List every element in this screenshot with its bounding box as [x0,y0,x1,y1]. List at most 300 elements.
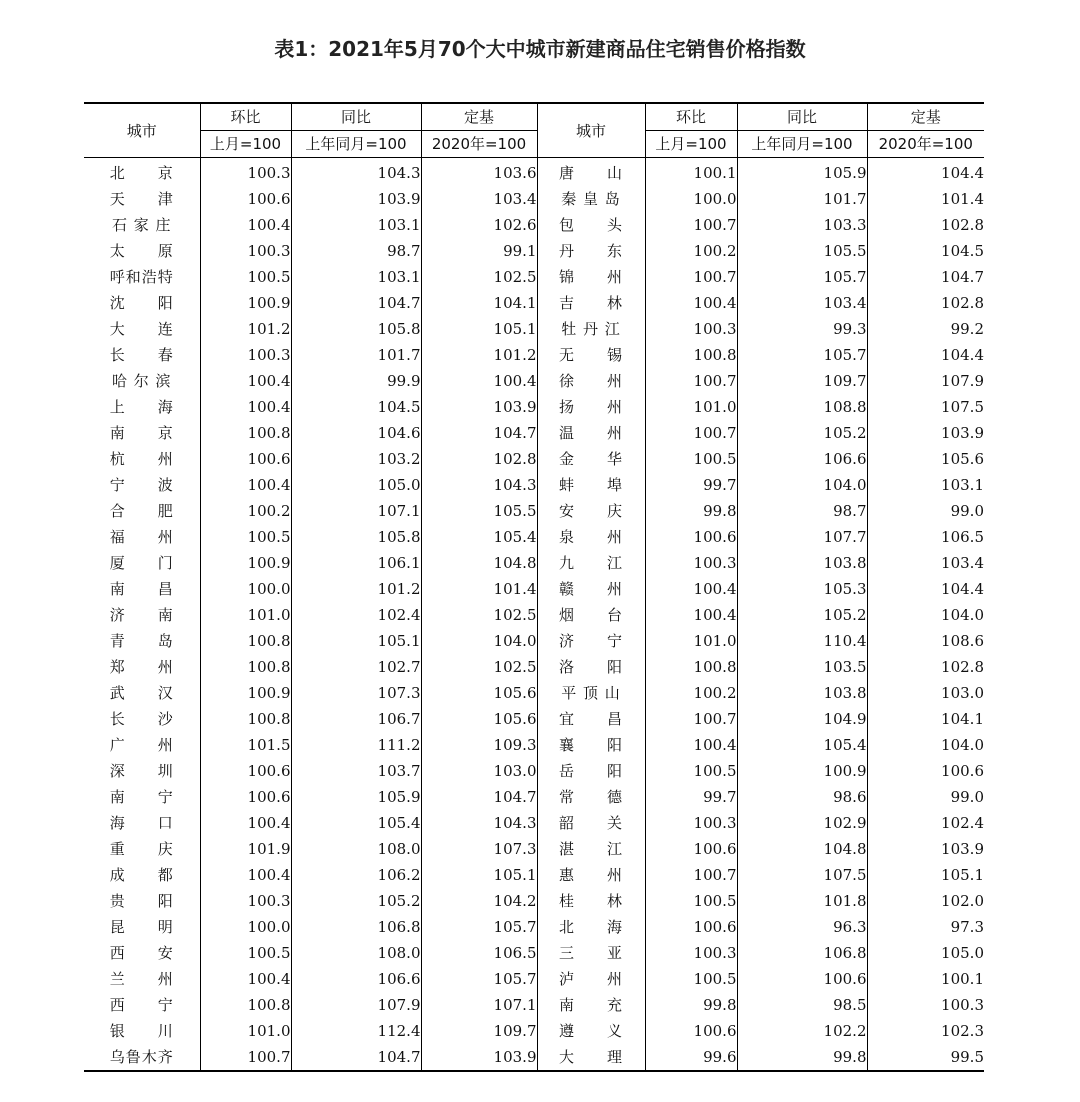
mom-right: 101.0 [645,628,737,654]
fixed-left: 107.1 [421,992,537,1018]
fixed-left: 105.6 [421,680,537,706]
yoy-right: 105.2 [737,602,867,628]
mom-right: 100.5 [645,966,737,992]
city-right: 南 充 [537,992,645,1018]
table-row [84,758,984,784]
table-row [84,446,984,472]
table-row [84,368,984,394]
mom-left: 100.4 [200,862,291,888]
fixed-left: 104.1 [421,290,537,316]
city-left: 青 岛 [109,632,174,650]
mom-left: 100.4 [200,212,291,238]
yoy-left: 106.8 [291,914,421,940]
fixed-left: 102.8 [421,446,537,472]
yoy-right: 100.6 [737,966,867,992]
fixed-left: 105.6 [421,706,537,732]
yoy-right: 108.8 [737,394,867,420]
city-left: 西 安 [109,944,174,962]
yoy-right: 99.3 [737,316,867,342]
table-row [84,550,984,576]
yoy-right: 106.8 [737,940,867,966]
fixed-right: 105.0 [867,940,984,966]
yoy-right: 110.4 [737,628,867,654]
fixed-right: 99.2 [867,316,984,342]
city-right: 金 华 [537,446,645,472]
city-right: 安 庆 [537,498,645,524]
header-yoy-right: 同比 [737,103,867,131]
mom-left: 100.5 [200,524,291,550]
city-right: 岳 阳 [537,758,645,784]
header-mom-base-right: 上月=100 [645,131,737,158]
city-left: 长 沙 [109,710,174,728]
table-row [84,238,984,264]
city-right: 洛 阳 [537,654,645,680]
yoy-right: 104.8 [737,836,867,862]
yoy-left: 98.7 [291,238,421,264]
header-city-right: 城市 [537,103,645,158]
yoy-right: 104.9 [737,706,867,732]
fixed-left: 104.3 [421,810,537,836]
city-left: 天 津 [109,190,174,208]
header-fixed-left: 定基 [421,103,537,131]
mom-left: 100.2 [200,498,291,524]
fixed-right: 104.0 [867,602,984,628]
fixed-right: 102.8 [867,290,984,316]
yoy-left: 103.2 [291,446,421,472]
yoy-left: 112.4 [291,1018,421,1044]
city-left: 广 州 [109,736,174,754]
yoy-right: 105.5 [737,238,867,264]
city-right: 蚌 埠 [537,472,645,498]
mom-left: 100.8 [200,628,291,654]
city-right: 扬 州 [537,394,645,420]
table-row [84,628,984,654]
fixed-left: 105.7 [421,966,537,992]
fixed-right: 104.7 [867,264,984,290]
mom-right: 100.5 [645,888,737,914]
city-left: 上 海 [109,398,174,416]
fixed-right: 100.6 [867,758,984,784]
table-row [84,654,984,680]
yoy-left: 107.1 [291,498,421,524]
yoy-right: 105.7 [737,342,867,368]
fixed-right: 105.6 [867,446,984,472]
mom-left: 101.2 [200,316,291,342]
fixed-left: 106.5 [421,940,537,966]
city-left: 太 原 [109,242,174,260]
mom-left: 100.6 [200,446,291,472]
mom-left: 100.4 [200,810,291,836]
table-row [84,472,984,498]
mom-left: 101.0 [200,602,291,628]
city-right: 徐 州 [537,368,645,394]
city-left: 厦 门 [109,554,174,572]
yoy-right: 101.8 [737,888,867,914]
table-row [84,342,984,368]
fixed-left: 104.3 [421,472,537,498]
city-left: 济 南 [109,606,174,624]
fixed-left: 102.5 [421,264,537,290]
table-row [84,576,984,602]
header-mom-left: 环比 [200,103,291,131]
fixed-left: 103.4 [421,186,537,212]
mom-left: 100.3 [200,342,291,368]
city-right: 吉 林 [537,290,645,316]
mom-left: 100.4 [200,472,291,498]
fixed-left: 102.5 [421,602,537,628]
table-row [84,940,984,966]
fixed-right: 103.4 [867,550,984,576]
fixed-left: 104.0 [421,628,537,654]
fixed-right: 104.5 [867,238,984,264]
city-left: 贵 阳 [109,892,174,910]
mom-left: 100.6 [200,784,291,810]
fixed-left: 103.0 [421,758,537,784]
city-left: 大 连 [109,320,174,338]
city-right: 三 亚 [537,940,645,966]
city-right: 泸 州 [537,966,645,992]
fixed-right: 104.1 [867,706,984,732]
table-row [84,914,984,940]
table-row [84,966,984,992]
yoy-left: 106.2 [291,862,421,888]
mom-right: 100.3 [645,550,737,576]
mom-right: 101.0 [645,394,737,420]
city-left: 兰 州 [109,970,174,988]
fixed-left: 105.1 [421,316,537,342]
fixed-right: 102.3 [867,1018,984,1044]
city-right: 襄 阳 [537,732,645,758]
yoy-right: 103.3 [737,212,867,238]
yoy-left: 103.1 [291,264,421,290]
yoy-right: 96.3 [737,914,867,940]
fixed-right: 106.5 [867,524,984,550]
city-left: 银 川 [109,1022,174,1040]
mom-left: 100.5 [200,264,291,290]
fixed-right: 107.5 [867,394,984,420]
mom-left: 100.3 [200,888,291,914]
yoy-left: 105.8 [291,316,421,342]
city-left: 合 肥 [109,502,174,520]
mom-right: 100.6 [645,524,737,550]
mom-right: 100.1 [645,158,737,187]
yoy-right: 103.8 [737,680,867,706]
mom-right: 100.5 [645,446,737,472]
yoy-left: 104.7 [291,290,421,316]
fixed-left: 99.1 [421,238,537,264]
city-left: 乌鲁木齐 [109,1048,174,1066]
fixed-left: 105.5 [421,498,537,524]
yoy-right: 100.9 [737,758,867,784]
header-yoy-left: 同比 [291,103,421,131]
price-index-table [84,102,984,1072]
city-right: 包 头 [537,212,645,238]
city-left: 沈 阳 [109,294,174,312]
mom-left: 100.5 [200,940,291,966]
header-fixed-base-left: 2020年=100 [421,131,537,158]
table-row [84,602,984,628]
mom-left: 100.9 [200,680,291,706]
mom-left: 100.7 [200,1044,291,1071]
table-row [84,420,984,446]
mom-right: 100.7 [645,706,737,732]
fixed-left: 105.7 [421,914,537,940]
yoy-right: 101.7 [737,186,867,212]
city-left: 海 口 [109,814,174,832]
city-right: 大 理 [537,1044,645,1071]
table-row [84,706,984,732]
fixed-right: 103.9 [867,836,984,862]
yoy-right: 107.7 [737,524,867,550]
yoy-right: 102.2 [737,1018,867,1044]
mom-left: 100.6 [200,758,291,784]
city-right: 丹 东 [537,238,645,264]
city-left: 哈 尔 滨 [111,372,172,390]
fixed-left: 103.6 [421,158,537,187]
mom-right: 100.3 [645,810,737,836]
table-header [84,103,984,158]
yoy-left: 106.7 [291,706,421,732]
yoy-left: 101.7 [291,342,421,368]
table-row [84,212,984,238]
city-left: 北 京 [109,164,174,182]
mom-left: 100.3 [200,238,291,264]
city-right: 湛 江 [537,836,645,862]
yoy-left: 105.4 [291,810,421,836]
city-left: 重 庆 [109,840,174,858]
table-row [84,290,984,316]
fixed-right: 99.0 [867,498,984,524]
mom-left: 100.0 [200,914,291,940]
table-row [84,524,984,550]
mom-left: 100.3 [200,158,291,187]
city-left: 石 家 庄 [111,216,172,234]
city-right: 济 宁 [537,628,645,654]
fixed-right: 107.9 [867,368,984,394]
yoy-left: 103.7 [291,758,421,784]
yoy-left: 103.9 [291,186,421,212]
mom-right: 100.7 [645,212,737,238]
yoy-left: 104.5 [291,394,421,420]
header-mom-base-left: 上月=100 [200,131,291,158]
yoy-left: 105.9 [291,784,421,810]
header-city-left: 城市 [84,103,200,158]
fixed-left: 104.2 [421,888,537,914]
fixed-right: 103.1 [867,472,984,498]
yoy-right: 103.5 [737,654,867,680]
mom-left: 100.6 [200,186,291,212]
yoy-right: 105.9 [737,158,867,187]
table-row [84,498,984,524]
fixed-right: 103.0 [867,680,984,706]
fixed-left: 104.8 [421,550,537,576]
mom-right: 100.7 [645,420,737,446]
mom-right: 100.6 [645,1018,737,1044]
table-row [84,680,984,706]
city-left: 南 昌 [109,580,174,598]
fixed-right: 102.4 [867,810,984,836]
yoy-left: 105.0 [291,472,421,498]
yoy-left: 105.8 [291,524,421,550]
table-row [84,1044,984,1071]
city-left: 武 汉 [109,684,174,702]
fixed-right: 102.0 [867,888,984,914]
yoy-right: 98.5 [737,992,867,1018]
yoy-left: 108.0 [291,836,421,862]
header-yoy-base-right: 上年同月=100 [737,131,867,158]
yoy-left: 106.1 [291,550,421,576]
yoy-left: 104.7 [291,1044,421,1071]
yoy-right: 106.6 [737,446,867,472]
mom-right: 100.7 [645,264,737,290]
mom-right: 100.4 [645,602,737,628]
yoy-left: 101.2 [291,576,421,602]
city-right: 惠 州 [537,862,645,888]
fixed-left: 109.7 [421,1018,537,1044]
mom-left: 100.8 [200,420,291,446]
fixed-left: 105.4 [421,524,537,550]
yoy-left: 105.1 [291,628,421,654]
mom-right: 99.7 [645,784,737,810]
yoy-right: 105.4 [737,732,867,758]
yoy-right: 102.9 [737,810,867,836]
mom-left: 101.0 [200,1018,291,1044]
mom-right: 100.4 [645,290,737,316]
yoy-right: 105.3 [737,576,867,602]
fixed-left: 109.3 [421,732,537,758]
table-row [84,394,984,420]
city-right: 泉 州 [537,524,645,550]
mom-right: 99.6 [645,1044,737,1071]
fixed-right: 102.8 [867,212,984,238]
city-right: 无 锡 [537,342,645,368]
mom-left: 100.0 [200,576,291,602]
fixed-right: 103.9 [867,420,984,446]
mom-left: 100.4 [200,368,291,394]
city-left: 西 宁 [109,996,174,1014]
table-row [84,810,984,836]
city-left: 南 宁 [109,788,174,806]
mom-right: 100.7 [645,368,737,394]
city-right: 烟 台 [537,602,645,628]
city-left: 郑 州 [109,658,174,676]
yoy-right: 98.7 [737,498,867,524]
mom-right: 99.8 [645,498,737,524]
mom-right: 100.8 [645,654,737,680]
fixed-left: 100.4 [421,368,537,394]
table-row [84,836,984,862]
city-right: 遵 义 [537,1018,645,1044]
mom-right: 100.8 [645,342,737,368]
city-right: 常 德 [537,784,645,810]
city-right: 宜 昌 [537,706,645,732]
city-right: 九 江 [537,550,645,576]
header-fixed-right: 定基 [867,103,984,131]
fixed-right: 108.6 [867,628,984,654]
fixed-left: 105.1 [421,862,537,888]
yoy-right: 103.8 [737,550,867,576]
yoy-right: 109.7 [737,368,867,394]
yoy-right: 99.8 [737,1044,867,1071]
city-right: 北 海 [537,914,645,940]
mom-left: 100.4 [200,966,291,992]
mom-right: 100.2 [645,238,737,264]
fixed-left: 101.4 [421,576,537,602]
table-row [84,784,984,810]
fixed-right: 100.1 [867,966,984,992]
fixed-right: 104.0 [867,732,984,758]
fixed-left: 103.9 [421,394,537,420]
city-left: 福 州 [109,528,174,546]
city-right: 牡 丹 江 [537,316,645,342]
mom-right: 99.8 [645,992,737,1018]
table-body [84,158,984,1072]
mom-right: 99.7 [645,472,737,498]
mom-right: 100.3 [645,316,737,342]
yoy-left: 107.3 [291,680,421,706]
yoy-left: 111.2 [291,732,421,758]
city-left: 成 都 [109,866,174,884]
city-left: 杭 州 [109,450,174,468]
header-fixed-base-right: 2020年=100 [867,131,984,158]
table-row [84,186,984,212]
fixed-right: 105.1 [867,862,984,888]
fixed-left: 102.6 [421,212,537,238]
table-row [84,158,984,187]
mom-left: 100.4 [200,394,291,420]
yoy-left: 107.9 [291,992,421,1018]
fixed-left: 103.9 [421,1044,537,1071]
mom-left: 101.5 [200,732,291,758]
yoy-right: 107.5 [737,862,867,888]
mom-right: 100.2 [645,680,737,706]
city-right: 赣 州 [537,576,645,602]
table-row [84,732,984,758]
fixed-left: 101.2 [421,342,537,368]
yoy-right: 105.2 [737,420,867,446]
mom-right: 100.6 [645,836,737,862]
page-title: 表1：2021年5月70个大中城市新建商品住宅销售价格指数 [274,37,806,61]
city-right: 桂 林 [537,888,645,914]
table-row [84,862,984,888]
city-left: 宁 波 [109,476,174,494]
yoy-left: 105.2 [291,888,421,914]
yoy-right: 105.7 [737,264,867,290]
table-row [84,888,984,914]
table-row [84,316,984,342]
mom-right: 100.5 [645,758,737,784]
header-mom-right: 环比 [645,103,737,131]
fixed-right: 104.4 [867,576,984,602]
fixed-right: 104.4 [867,342,984,368]
mom-left: 100.8 [200,654,291,680]
mom-left: 100.9 [200,290,291,316]
city-right: 平 顶 山 [537,680,645,706]
yoy-left: 102.4 [291,602,421,628]
yoy-left: 104.6 [291,420,421,446]
city-right: 锦 州 [537,264,645,290]
city-right: 温 州 [537,420,645,446]
fixed-left: 104.7 [421,420,537,446]
fixed-right: 97.3 [867,914,984,940]
yoy-right: 104.0 [737,472,867,498]
mom-right: 100.6 [645,914,737,940]
fixed-left: 104.7 [421,784,537,810]
city-left: 昆 明 [109,918,174,936]
mom-right: 100.7 [645,862,737,888]
fixed-right: 102.8 [867,654,984,680]
city-right: 韶 关 [537,810,645,836]
